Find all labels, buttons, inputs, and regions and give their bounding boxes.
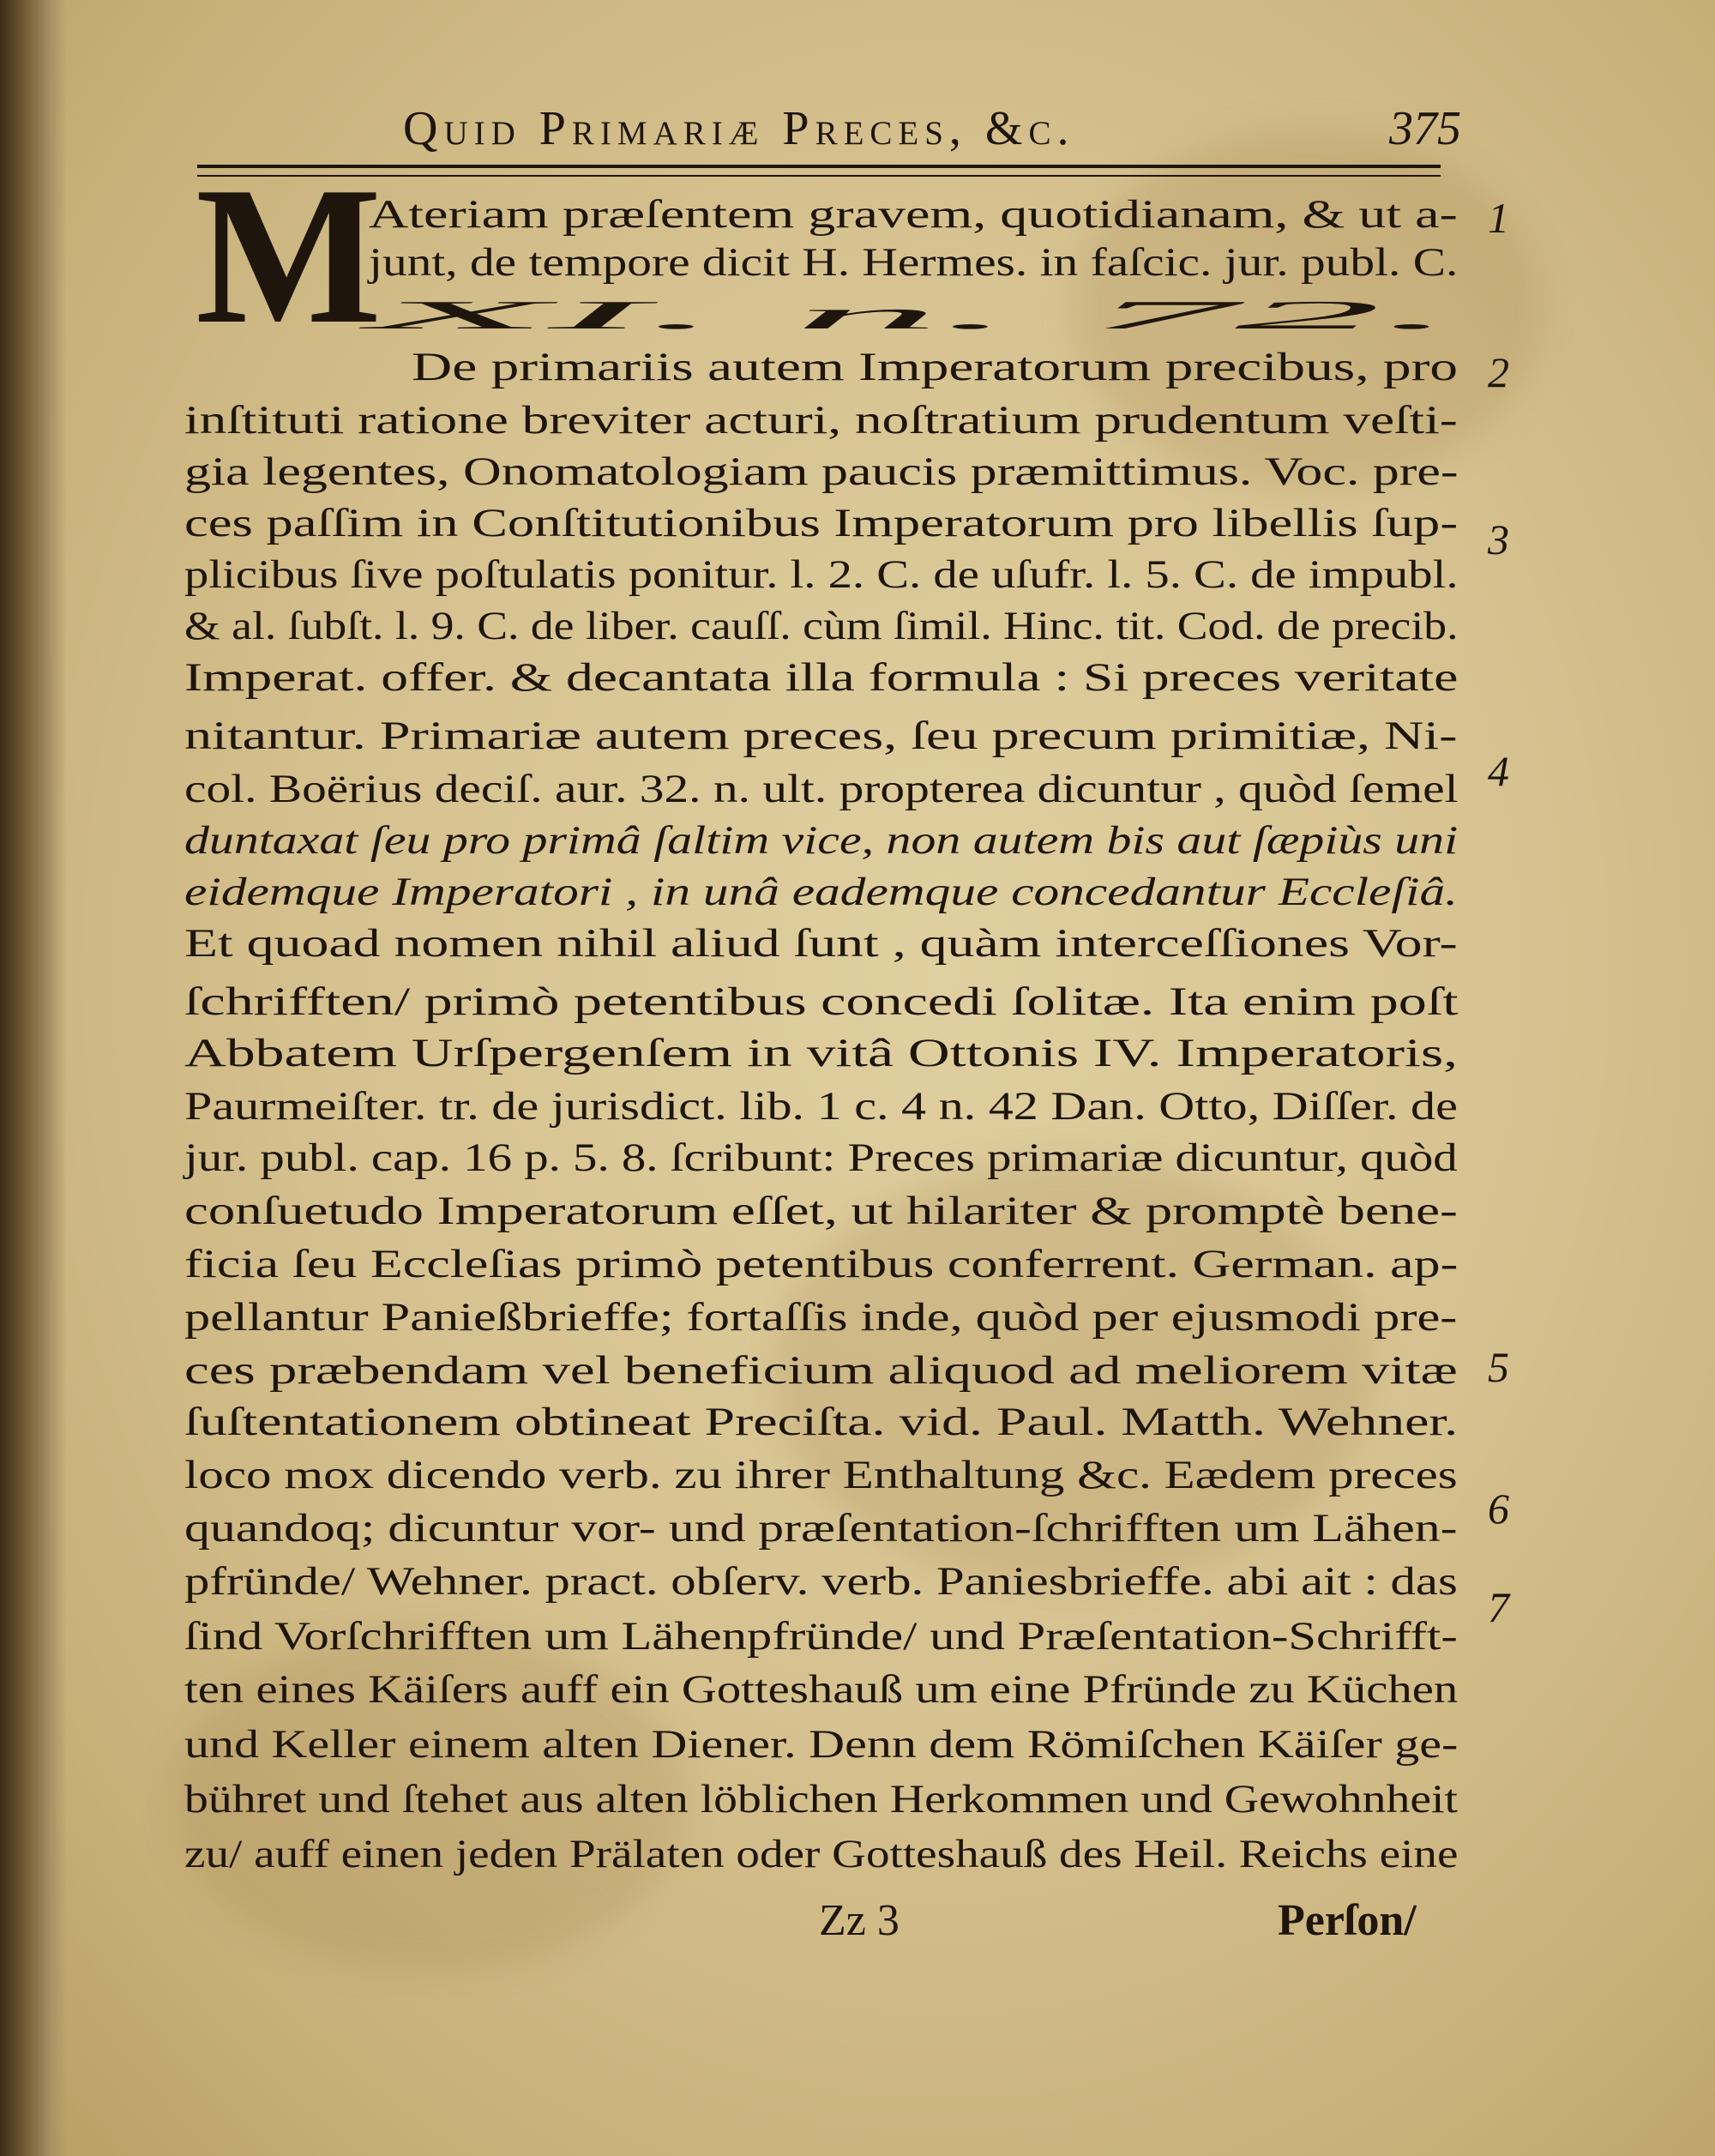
margin-note: 2 (1488, 348, 1509, 396)
text-line: bühret und ſtehet aus alten löblichen Herkommen und Gewohnheit (184, 1777, 1459, 1822)
text-line: ficia ſeu Eccleſias primò petentibus conferrent. German. ap- (184, 1242, 1459, 1286)
text-line: plicibus ſive poſtulatis ponitur. l. 2. C. de uſufr. l. 5. C. de impubl. (184, 552, 1459, 597)
text-line: quandoq; dicuntur vor- und præſentation-ſchrifften um Lähen- (184, 1506, 1458, 1551)
drop-cap: M (196, 146, 382, 364)
text-line: Et quoad nomen nihil aliud ſunt , quàm interceſſiones Vor- (184, 921, 1458, 966)
margin-note: 1 (1488, 194, 1509, 242)
text-line: inſtituti ratione breviter acturi, noſtratium prudentum veſti- (184, 398, 1458, 443)
catchword: Perſon/ (1278, 1896, 1417, 1945)
text-line: pellantur Panießbrieffe; fortaſſis inde, quòd per ejusmodi pre- (184, 1295, 1458, 1340)
text-line: jur. publ. cap. 16 p. 5. 8. ſcribunt: Preces primariæ dicuntur, quòd (184, 1135, 1458, 1180)
text-line: loco mox dicendo verb. zu ihrer Enthaltung &c. Eædem preces (184, 1453, 1458, 1497)
text-line: junt, de tempore dicit H. Hermes. in faſcic. jur. publ. C. (369, 240, 1459, 285)
text-line: ten eines Käiſers auff ein Gotteshauß um eine Pfründe zu Küchen (184, 1667, 1459, 1712)
running-title: Quid Primariæ Preces, &c. (403, 102, 1075, 155)
text-line: und Keller einem alten Diener. Denn dem Römiſchen Käiſer ge- (184, 1722, 1459, 1767)
text-line: duntaxat ſeu pro primâ ſaltim vice, non autem bis aut ſæpiùs uni (184, 818, 1459, 863)
text-line: gia legentes, Onomatologiam paucis præmittimus. Voc. pre- (184, 449, 1459, 494)
text-line: col. Boërius deciſ. aur. 32. n. ult. propterea dicuntur , quòd ſemel (184, 767, 1459, 811)
text-line: Imperat. offer. & decantata illa formula : Si preces veritate (184, 655, 1459, 700)
text-line: zu/ auff einen jeden Prälaten oder Gotteshauß des Heil. Reichs eine (184, 1832, 1459, 1876)
text-line: & al. ſubſt. l. 9. C. de liber. cauſſ. cùm ſimil. Hinc. tit. Cod. de precib. (184, 604, 1459, 648)
margin-note: 6 (1488, 1485, 1509, 1533)
signature-mark: Zz 3 (819, 1896, 900, 1945)
text-line: Ateriam præſentem gravem, quotidianam, & ut a- (369, 192, 1458, 237)
margin-note: 7 (1488, 1583, 1509, 1631)
margin-note: 3 (1488, 515, 1509, 563)
text-line: ſchrifften/ primò petentibus concedi ſolitæ. Ita enim poſt (184, 979, 1459, 1024)
text-line: eidemque Imperatori , in unâ eademque concedantur Eccleſiâ. (184, 870, 1458, 914)
page-number: 375 (1389, 102, 1461, 155)
text-line: nitantur. Primariæ autem preces, ſeu precum primitiæ, Ni- (184, 714, 1458, 758)
text-line: ces paſſim in Conſtitutionibus Imperatorum pro libellis ſup- (184, 501, 1459, 545)
text-line: XI. n. 72. (369, 293, 1456, 338)
text-line: Paurmeiſter. tr. de jurisdict. lib. 1 c. 4 n. 42 Dan. Otto, Diſſer. de (184, 1084, 1458, 1129)
text-line: conſuetudo Imperatorum eſſet, ut hilariter & promptè bene- (184, 1189, 1458, 1233)
margin-note: 5 (1488, 1343, 1509, 1391)
text-line: ces præbendam vel beneficium aliquod ad meliorem vitæ (184, 1348, 1458, 1393)
margin-note: 4 (1488, 747, 1509, 795)
text-line: pfründe/ Wehner. pract. obſerv. verb. Paniesbrieffe. abi ait : das (184, 1559, 1458, 1604)
text-line: Abbatem Urſpergenſem in vitâ Ottonis IV. Imperatoris, (184, 1031, 1459, 1075)
text-line: ſind Vorſchrifften um Lähenpfründe/ und Præſentation-Schrifft- (184, 1614, 1458, 1659)
text-line: De primariis autem Imperatorum precibus, pro (412, 345, 1459, 389)
text-line: ſuſtentationem obtineat Preciſta. vid. Paul. Matth. Wehner. (184, 1400, 1459, 1444)
